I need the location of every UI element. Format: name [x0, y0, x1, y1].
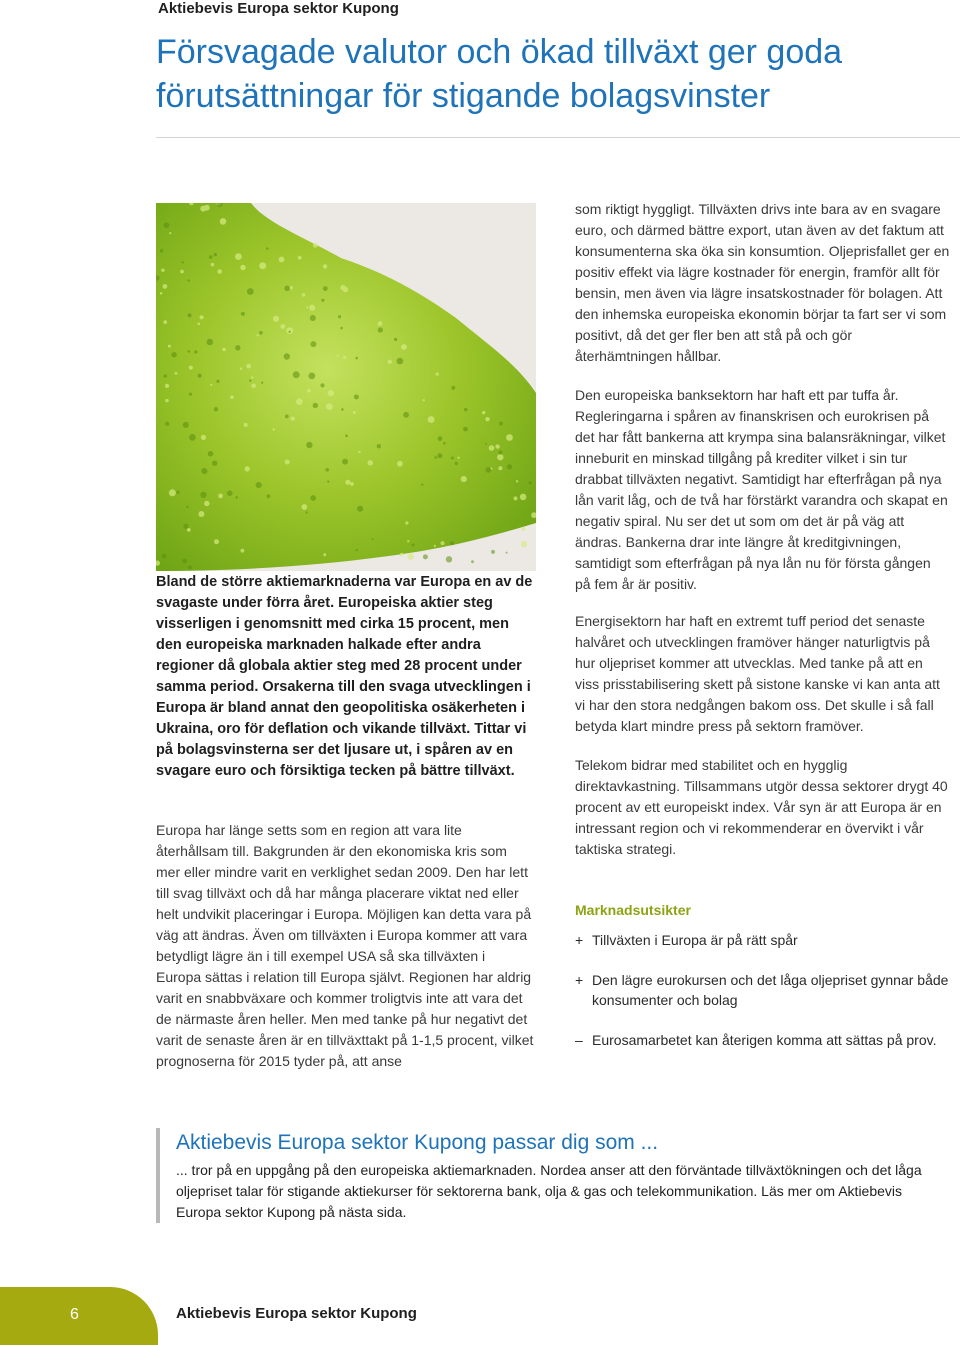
outlook-item-text: Den lägre eurokursen och det låga oljepriset gynnar både konsumenter och bolag — [592, 972, 949, 1008]
green-powder-illustration — [156, 203, 536, 571]
plus-icon: + — [575, 932, 584, 948]
body-paragraph-left: Europa har länge setts som en region att vara lite återhållsam till. Bakgrunden är den ekonomiska kris som mer eller mindre varit en verklighet sedan 2009. Den har lett till svag tillväxt och då har många placerare viktat ned eller helt undvikit placeringar i Europa. Möjligen kan detta vara på väg att ändras. Även om tillväxten i Europa kommer att vara betydligt lägre än i till exempel USA så ska tillväxten i Europa sättas i relation till Europa självt. Regionen har aldrig varit en snabbväxare och kommer troligtvis inte att vara det de närmaste åren heller. Men med tanke på hur negativt det varit de senaste åren är en tillväxttakt på 1-1,5 procent, vilket prognoserna för 2015 tyder på, att anse — [156, 822, 534, 1069]
callout-title: Aktiebevis Europa sektor Kupong passar dig som ... — [176, 1131, 659, 1154]
right-paragraph-text: som riktigt hyggligt. Tillväxten drivs inte bara av en svagare euro, och därmed bättre export, utan även av det faktum att konsumenterna ska öka sin konsumtion. Oljeprisfallet ger en positiv effekt via lägre kostnader för energin, framför allt för bensin, men även via lägre insatskostnader för bolagen. Att den inhemska europeiska ekonomin börjar ta fart ser vi som positivt, då det ger fler ben att stå på och gör återhämtningen hållbar. — [575, 201, 950, 364]
outlook-item — [575, 1030, 950, 1050]
right-paragraph-2 — [575, 385, 950, 595]
header-kicker: Aktiebevis Europa sektor Kupong — [158, 0, 399, 17]
right-paragraph-1 — [575, 199, 950, 367]
right-paragraph-4 — [575, 755, 950, 860]
minus-icon: – — [575, 1032, 583, 1048]
footer-title: Aktiebevis Europa sektor Kupong — [176, 1305, 417, 1322]
outlook-item-text: Tillväxten i Europa är på rätt spår — [592, 932, 798, 948]
green-powder-image — [156, 203, 536, 571]
right-paragraph-text: Telekom bidrar med stabilitet och en hygglig direktavkastning. Tillsammans utgör dessa sektorer drygt 40 procent av ett europeiskt index. Vår syn är att Europa är en intressant region och vi rekommenderar en övervikt i vår taktiska strategi. — [575, 757, 948, 857]
outlook-list — [575, 930, 950, 1070]
plus-icon: + — [575, 972, 584, 988]
lead-paragraph: Bland de större aktiemarknaderna var Europa en av de svagaste under förra året. Europeiska aktier steg visserligen i genomsnitt med cirka 15 procent, men den europeiska marknaden halkade efter andra regioner då globala aktier steg med 28 procent under samma period. Orsakerna till den svaga utvecklingen i Europa är bland annat den geopolitiska osäkerheten i Ukraina, oro för deflation och vikande tillväxt. Tittar vi på bolagsvinsterna ser det ljusare ut, i spåren av en svagare euro och försiktiga tecken på bättre tillväxt. — [156, 574, 533, 779]
callout-text: ... tror på en uppgång på den europeiska aktiemarknaden. Nordea anser att den förväntade tillväxtökningen och det låga oljepriset talar för stigande aktiekurser för sektorerna bank, olja & gas och telekommunikation. Läs mer om Aktiebevis Europa sektor Kupong på nästa sida. — [176, 1162, 922, 1220]
page-headline: Försvagade valutor och ökad tillväxt ger goda förutsättningar för stigande bolagsvinster — [156, 33, 843, 115]
right-paragraph-text: Den europeiska banksektorn har haft ett par tuffa år. Regleringarna i spåren av finanskrisen och eurokrisen på det har fått bankerna att krympa sina balansräkningar, vilket inneburit en minskad tillgång på krediter vilket i sin tur drabbat tillväxten negativt. Samtidigt har efterfrågan på nya lån varit låg, och de två har förstärkt varandra och skapat en negativ spiral. Nu ser det ut som om det är på väg att ändras. Bankerna drar inte längre åt kreditgivningen, samtidigt som efterfrågan på nya lån nu för första gången på fem år är positiv. — [575, 387, 948, 592]
right-paragraph-3 — [575, 611, 950, 737]
page-number: 6 — [70, 1306, 79, 1323]
header-divider — [156, 137, 960, 138]
right-paragraph-text: Energisektorn har haft en extremt tuff period det senaste halvåret och utvecklingen framöver hänger naturligtvis på hur oljepriset kommer att utvecklas. Med tanke på att en viss prisstabilisering skett på sistone kanske vi kan anta att vi har den stora nedgången bakom oss. Det skulle i så fall betyda klart mindre press på sektorn framöver. — [575, 613, 940, 734]
outlook-item-text: Eurosamarbetet kan återigen komma att sättas på prov. — [592, 1032, 937, 1048]
outlook-heading: Marknadsutsikter — [575, 902, 691, 918]
page-number-tab — [0, 1287, 158, 1345]
outlook-item — [575, 970, 950, 1010]
outlook-item — [575, 930, 950, 950]
fit-for-you-callout — [156, 1128, 946, 1223]
